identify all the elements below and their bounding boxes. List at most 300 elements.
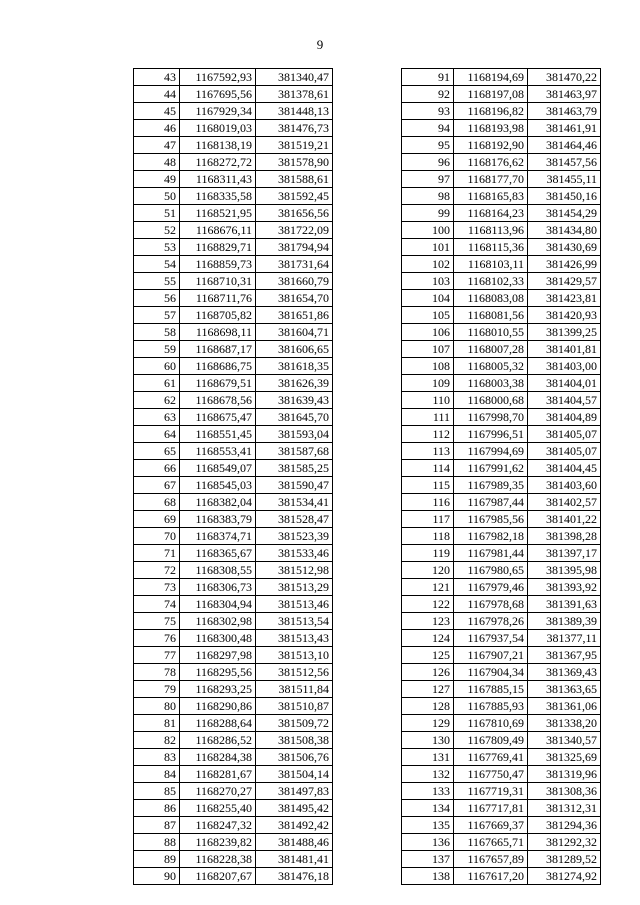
x-coordinate-cell: 1167991,62 xyxy=(454,460,528,477)
y-coordinate-cell: 381476,73 xyxy=(256,120,333,137)
x-coordinate-cell: 1168829,71 xyxy=(180,239,256,256)
table-row xyxy=(134,392,333,409)
x-coordinate-cell: 1167885,93 xyxy=(454,698,528,715)
y-coordinate-cell: 381512,98 xyxy=(256,562,333,579)
table-row xyxy=(402,562,601,579)
table-row xyxy=(402,171,601,188)
table-row xyxy=(402,681,601,698)
table-row xyxy=(402,766,601,783)
x-coordinate-cell: 1168000,68 xyxy=(454,392,528,409)
y-coordinate-cell: 381448,13 xyxy=(256,103,333,120)
y-coordinate-cell: 381405,07 xyxy=(528,426,601,443)
x-coordinate-cell: 1168675,47 xyxy=(180,409,256,426)
table-row xyxy=(402,698,601,715)
point-number-cell: 64 xyxy=(134,426,180,443)
point-number-cell: 112 xyxy=(402,426,454,443)
x-coordinate-cell: 1167717,81 xyxy=(454,800,528,817)
y-coordinate-cell: 381289,52 xyxy=(528,851,601,868)
point-number-cell: 104 xyxy=(402,290,454,307)
y-coordinate-cell: 381506,76 xyxy=(256,749,333,766)
y-coordinate-cell: 381401,22 xyxy=(528,511,601,528)
x-coordinate-cell: 1168293,25 xyxy=(180,681,256,698)
y-coordinate-cell: 381401,81 xyxy=(528,341,601,358)
point-number-cell: 59 xyxy=(134,341,180,358)
y-coordinate-cell: 381794,94 xyxy=(256,239,333,256)
y-coordinate-cell: 381476,18 xyxy=(256,868,333,885)
point-number-cell: 71 xyxy=(134,545,180,562)
y-coordinate-cell: 381519,21 xyxy=(256,137,333,154)
table-row xyxy=(134,120,333,137)
x-coordinate-cell: 1167987,44 xyxy=(454,494,528,511)
y-coordinate-cell: 381455,11 xyxy=(528,171,601,188)
table-row xyxy=(402,783,601,800)
table-row xyxy=(402,239,601,256)
x-coordinate-cell: 1168083,08 xyxy=(454,290,528,307)
x-coordinate-cell: 1168711,76 xyxy=(180,290,256,307)
x-coordinate-cell: 1168003,38 xyxy=(454,375,528,392)
y-coordinate-cell: 381463,97 xyxy=(528,86,601,103)
table-row xyxy=(402,494,601,511)
y-coordinate-cell: 381363,65 xyxy=(528,681,601,698)
y-coordinate-cell: 381423,81 xyxy=(528,290,601,307)
point-number-cell: 47 xyxy=(134,137,180,154)
point-number-cell: 127 xyxy=(402,681,454,698)
table-row xyxy=(402,324,601,341)
y-coordinate-cell: 381585,25 xyxy=(256,460,333,477)
y-coordinate-cell: 381654,70 xyxy=(256,290,333,307)
point-number-cell: 43 xyxy=(134,69,180,86)
x-coordinate-cell: 1168247,32 xyxy=(180,817,256,834)
table-row xyxy=(402,137,601,154)
y-coordinate-cell: 381523,39 xyxy=(256,528,333,545)
x-coordinate-cell: 1168311,43 xyxy=(180,171,256,188)
y-coordinate-cell: 381338,20 xyxy=(528,715,601,732)
point-number-cell: 94 xyxy=(402,120,454,137)
table-row xyxy=(402,154,601,171)
y-coordinate-cell: 381656,56 xyxy=(256,205,333,222)
table-row xyxy=(134,681,333,698)
x-coordinate-cell: 1168698,11 xyxy=(180,324,256,341)
point-number-cell: 133 xyxy=(402,783,454,800)
y-coordinate-cell: 381722,09 xyxy=(256,222,333,239)
table-row xyxy=(134,460,333,477)
x-coordinate-cell: 1168710,31 xyxy=(180,273,256,290)
point-number-cell: 82 xyxy=(134,732,180,749)
point-number-cell: 85 xyxy=(134,783,180,800)
table-row xyxy=(402,69,601,86)
table-row xyxy=(402,868,601,885)
x-coordinate-cell: 1168859,73 xyxy=(180,256,256,273)
point-number-cell: 114 xyxy=(402,460,454,477)
point-number-cell: 99 xyxy=(402,205,454,222)
table-row xyxy=(134,783,333,800)
x-coordinate-cell: 1168010,55 xyxy=(454,324,528,341)
table-row xyxy=(134,341,333,358)
x-coordinate-cell: 1167979,46 xyxy=(454,579,528,596)
table-row xyxy=(402,256,601,273)
point-number-cell: 79 xyxy=(134,681,180,698)
x-coordinate-cell: 1168686,75 xyxy=(180,358,256,375)
y-coordinate-cell: 381508,38 xyxy=(256,732,333,749)
table-row xyxy=(402,511,601,528)
table-row xyxy=(134,426,333,443)
point-number-cell: 123 xyxy=(402,613,454,630)
point-number-cell: 132 xyxy=(402,766,454,783)
y-coordinate-cell: 381660,79 xyxy=(256,273,333,290)
point-number-cell: 136 xyxy=(402,834,454,851)
y-coordinate-cell: 381497,83 xyxy=(256,783,333,800)
y-coordinate-cell: 381513,10 xyxy=(256,647,333,664)
y-coordinate-cell: 381340,57 xyxy=(528,732,601,749)
y-coordinate-cell: 381618,35 xyxy=(256,358,333,375)
point-number-cell: 84 xyxy=(134,766,180,783)
page-number: 9 xyxy=(316,37,324,52)
x-coordinate-cell: 1168304,94 xyxy=(180,596,256,613)
point-number-cell: 58 xyxy=(134,324,180,341)
table-row xyxy=(402,375,601,392)
point-number-cell: 63 xyxy=(134,409,180,426)
table-row xyxy=(134,613,333,630)
table-row xyxy=(134,851,333,868)
point-number-cell: 120 xyxy=(402,562,454,579)
point-number-cell: 102 xyxy=(402,256,454,273)
x-coordinate-cell: 1168383,79 xyxy=(180,511,256,528)
point-number-cell: 124 xyxy=(402,630,454,647)
y-coordinate-cell: 381369,43 xyxy=(528,664,601,681)
point-number-cell: 70 xyxy=(134,528,180,545)
x-coordinate-cell: 1168551,45 xyxy=(180,426,256,443)
y-coordinate-cell: 381312,31 xyxy=(528,800,601,817)
point-number-cell: 49 xyxy=(134,171,180,188)
x-coordinate-cell: 1168521,95 xyxy=(180,205,256,222)
y-coordinate-cell: 381457,56 xyxy=(528,154,601,171)
x-coordinate-cell: 1168308,55 xyxy=(180,562,256,579)
x-coordinate-cell: 1167657,89 xyxy=(454,851,528,868)
y-coordinate-cell: 381398,28 xyxy=(528,528,601,545)
x-coordinate-cell: 1167810,69 xyxy=(454,715,528,732)
x-coordinate-cell: 1168165,83 xyxy=(454,188,528,205)
x-coordinate-cell: 1168687,17 xyxy=(180,341,256,358)
table-row xyxy=(402,120,601,137)
x-coordinate-cell: 1168193,98 xyxy=(454,120,528,137)
point-number-cell: 97 xyxy=(402,171,454,188)
point-number-cell: 117 xyxy=(402,511,454,528)
y-coordinate-cell: 381509,72 xyxy=(256,715,333,732)
point-number-cell: 78 xyxy=(134,664,180,681)
y-coordinate-cell: 381492,42 xyxy=(256,817,333,834)
point-number-cell: 54 xyxy=(134,256,180,273)
point-number-cell: 125 xyxy=(402,647,454,664)
table-row xyxy=(134,307,333,324)
x-coordinate-cell: 1167929,34 xyxy=(180,103,256,120)
point-number-cell: 96 xyxy=(402,154,454,171)
x-coordinate-cell: 1168228,38 xyxy=(180,851,256,868)
point-number-cell: 118 xyxy=(402,528,454,545)
point-number-cell: 105 xyxy=(402,307,454,324)
table-row xyxy=(402,86,601,103)
table-row xyxy=(134,222,333,239)
x-coordinate-cell: 1168272,72 xyxy=(180,154,256,171)
point-number-cell: 135 xyxy=(402,817,454,834)
y-coordinate-cell: 381513,54 xyxy=(256,613,333,630)
x-coordinate-cell: 1168102,33 xyxy=(454,273,528,290)
y-coordinate-cell: 381404,89 xyxy=(528,409,601,426)
y-coordinate-cell: 381397,17 xyxy=(528,545,601,562)
x-coordinate-cell: 1168007,28 xyxy=(454,341,528,358)
table-row xyxy=(134,358,333,375)
x-coordinate-cell: 1168194,69 xyxy=(454,69,528,86)
point-number-cell: 44 xyxy=(134,86,180,103)
x-coordinate-cell: 1167907,21 xyxy=(454,647,528,664)
point-number-cell: 76 xyxy=(134,630,180,647)
table-row xyxy=(134,239,333,256)
table-row xyxy=(402,477,601,494)
table-row xyxy=(402,392,601,409)
table-row xyxy=(134,154,333,171)
y-coordinate-cell: 381426,99 xyxy=(528,256,601,273)
table-row xyxy=(134,766,333,783)
y-coordinate-cell: 381464,46 xyxy=(528,137,601,154)
x-coordinate-cell: 1167937,54 xyxy=(454,630,528,647)
x-coordinate-cell: 1168286,52 xyxy=(180,732,256,749)
point-number-cell: 98 xyxy=(402,188,454,205)
table-row xyxy=(134,188,333,205)
table-row xyxy=(134,409,333,426)
point-number-cell: 122 xyxy=(402,596,454,613)
table-row xyxy=(402,613,601,630)
y-coordinate-cell: 381606,65 xyxy=(256,341,333,358)
x-coordinate-cell: 1167592,93 xyxy=(180,69,256,86)
y-coordinate-cell: 381534,41 xyxy=(256,494,333,511)
point-number-cell: 81 xyxy=(134,715,180,732)
point-number-cell: 92 xyxy=(402,86,454,103)
point-number-cell: 128 xyxy=(402,698,454,715)
point-number-cell: 55 xyxy=(134,273,180,290)
point-number-cell: 106 xyxy=(402,324,454,341)
table-row xyxy=(134,103,333,120)
table-row xyxy=(402,715,601,732)
x-coordinate-cell: 1168679,51 xyxy=(180,375,256,392)
x-coordinate-cell: 1167769,41 xyxy=(454,749,528,766)
y-coordinate-cell: 381391,63 xyxy=(528,596,601,613)
table-row xyxy=(134,511,333,528)
table-row xyxy=(134,137,333,154)
y-coordinate-cell: 381513,46 xyxy=(256,596,333,613)
y-coordinate-cell: 381533,46 xyxy=(256,545,333,562)
x-coordinate-cell: 1167750,47 xyxy=(454,766,528,783)
y-coordinate-cell: 381651,86 xyxy=(256,307,333,324)
y-coordinate-cell: 381495,42 xyxy=(256,800,333,817)
table-row xyxy=(134,290,333,307)
table-row xyxy=(402,290,601,307)
table-row xyxy=(402,188,601,205)
y-coordinate-cell: 381292,32 xyxy=(528,834,601,851)
table-row xyxy=(402,800,601,817)
x-coordinate-cell: 1168290,86 xyxy=(180,698,256,715)
coordinates-table-right xyxy=(401,68,601,885)
point-number-cell: 86 xyxy=(134,800,180,817)
table-row xyxy=(402,749,601,766)
x-coordinate-cell: 1167981,44 xyxy=(454,545,528,562)
y-coordinate-cell: 381450,16 xyxy=(528,188,601,205)
point-number-cell: 66 xyxy=(134,460,180,477)
point-number-cell: 80 xyxy=(134,698,180,715)
point-number-cell: 95 xyxy=(402,137,454,154)
x-coordinate-cell: 1168365,67 xyxy=(180,545,256,562)
table-row xyxy=(134,205,333,222)
table-row xyxy=(134,817,333,834)
point-number-cell: 52 xyxy=(134,222,180,239)
point-number-cell: 121 xyxy=(402,579,454,596)
x-coordinate-cell: 1168288,64 xyxy=(180,715,256,732)
point-number-cell: 109 xyxy=(402,375,454,392)
point-number-cell: 103 xyxy=(402,273,454,290)
point-number-cell: 72 xyxy=(134,562,180,579)
x-coordinate-cell: 1167985,56 xyxy=(454,511,528,528)
x-coordinate-cell: 1168196,82 xyxy=(454,103,528,120)
point-number-cell: 111 xyxy=(402,409,454,426)
x-coordinate-cell: 1168382,04 xyxy=(180,494,256,511)
point-number-cell: 48 xyxy=(134,154,180,171)
y-coordinate-cell: 381325,69 xyxy=(528,749,601,766)
point-number-cell: 69 xyxy=(134,511,180,528)
y-coordinate-cell: 381361,06 xyxy=(528,698,601,715)
y-coordinate-cell: 381461,91 xyxy=(528,120,601,137)
table-row xyxy=(402,341,601,358)
y-coordinate-cell: 381604,71 xyxy=(256,324,333,341)
point-number-cell: 108 xyxy=(402,358,454,375)
y-coordinate-cell: 381405,07 xyxy=(528,443,601,460)
y-coordinate-cell: 381403,00 xyxy=(528,358,601,375)
table-row xyxy=(134,69,333,86)
table-row xyxy=(134,647,333,664)
x-coordinate-cell: 1168374,71 xyxy=(180,528,256,545)
y-coordinate-cell: 381587,68 xyxy=(256,443,333,460)
x-coordinate-cell: 1168207,67 xyxy=(180,868,256,885)
point-number-cell: 67 xyxy=(134,477,180,494)
y-coordinate-cell: 381588,61 xyxy=(256,171,333,188)
point-number-cell: 90 xyxy=(134,868,180,885)
point-number-cell: 91 xyxy=(402,69,454,86)
table-row xyxy=(402,834,601,851)
x-coordinate-cell: 1168255,40 xyxy=(180,800,256,817)
x-coordinate-cell: 1167665,71 xyxy=(454,834,528,851)
table-row xyxy=(402,426,601,443)
x-coordinate-cell: 1168300,48 xyxy=(180,630,256,647)
x-coordinate-cell: 1168705,82 xyxy=(180,307,256,324)
y-coordinate-cell: 381395,98 xyxy=(528,562,601,579)
x-coordinate-cell: 1168281,67 xyxy=(180,766,256,783)
x-coordinate-cell: 1167996,51 xyxy=(454,426,528,443)
coordinates-table-left xyxy=(133,68,333,885)
x-coordinate-cell: 1167669,37 xyxy=(454,817,528,834)
y-coordinate-cell: 381404,57 xyxy=(528,392,601,409)
x-coordinate-cell: 1167695,56 xyxy=(180,86,256,103)
x-coordinate-cell: 1168239,82 xyxy=(180,834,256,851)
table-row xyxy=(134,562,333,579)
table-row xyxy=(134,545,333,562)
point-number-cell: 113 xyxy=(402,443,454,460)
point-number-cell: 87 xyxy=(134,817,180,834)
y-coordinate-cell: 381454,29 xyxy=(528,205,601,222)
point-number-cell: 93 xyxy=(402,103,454,120)
x-coordinate-cell: 1168297,98 xyxy=(180,647,256,664)
x-coordinate-cell: 1167617,20 xyxy=(454,868,528,885)
table-row xyxy=(134,732,333,749)
y-coordinate-cell: 381294,36 xyxy=(528,817,601,834)
x-coordinate-cell: 1168115,36 xyxy=(454,239,528,256)
x-coordinate-cell: 1167980,65 xyxy=(454,562,528,579)
x-coordinate-cell: 1167982,18 xyxy=(454,528,528,545)
table-row xyxy=(402,273,601,290)
point-number-cell: 51 xyxy=(134,205,180,222)
point-number-cell: 53 xyxy=(134,239,180,256)
point-number-cell: 77 xyxy=(134,647,180,664)
x-coordinate-cell: 1168284,38 xyxy=(180,749,256,766)
point-number-cell: 56 xyxy=(134,290,180,307)
table-row xyxy=(134,528,333,545)
y-coordinate-cell: 381513,29 xyxy=(256,579,333,596)
x-coordinate-cell: 1168545,03 xyxy=(180,477,256,494)
table-row xyxy=(402,307,601,324)
point-number-cell: 138 xyxy=(402,868,454,885)
x-coordinate-cell: 1168005,32 xyxy=(454,358,528,375)
x-coordinate-cell: 1168192,90 xyxy=(454,137,528,154)
point-number-cell: 134 xyxy=(402,800,454,817)
x-coordinate-cell: 1168176,62 xyxy=(454,154,528,171)
point-number-cell: 129 xyxy=(402,715,454,732)
x-coordinate-cell: 1167989,35 xyxy=(454,477,528,494)
x-coordinate-cell: 1168019,03 xyxy=(180,120,256,137)
point-number-cell: 83 xyxy=(134,749,180,766)
y-coordinate-cell: 381731,64 xyxy=(256,256,333,273)
point-number-cell: 74 xyxy=(134,596,180,613)
point-number-cell: 62 xyxy=(134,392,180,409)
table-row xyxy=(402,358,601,375)
y-coordinate-cell: 381481,41 xyxy=(256,851,333,868)
y-coordinate-cell: 381645,70 xyxy=(256,409,333,426)
table-row xyxy=(134,443,333,460)
y-coordinate-cell: 381308,36 xyxy=(528,783,601,800)
point-number-cell: 119 xyxy=(402,545,454,562)
x-coordinate-cell: 1167719,31 xyxy=(454,783,528,800)
table-row xyxy=(402,443,601,460)
x-coordinate-cell: 1167978,68 xyxy=(454,596,528,613)
x-coordinate-cell: 1167994,69 xyxy=(454,443,528,460)
x-coordinate-cell: 1167978,26 xyxy=(454,613,528,630)
y-coordinate-cell: 381404,45 xyxy=(528,460,601,477)
y-coordinate-cell: 381593,04 xyxy=(256,426,333,443)
point-number-cell: 131 xyxy=(402,749,454,766)
y-coordinate-cell: 381399,25 xyxy=(528,324,601,341)
table-row xyxy=(402,460,601,477)
point-number-cell: 126 xyxy=(402,664,454,681)
y-coordinate-cell: 381592,45 xyxy=(256,188,333,205)
point-number-cell: 116 xyxy=(402,494,454,511)
y-coordinate-cell: 381403,60 xyxy=(528,477,601,494)
x-coordinate-cell: 1168081,56 xyxy=(454,307,528,324)
table-row xyxy=(134,664,333,681)
point-number-cell: 89 xyxy=(134,851,180,868)
x-coordinate-cell: 1168678,56 xyxy=(180,392,256,409)
x-coordinate-cell: 1167998,70 xyxy=(454,409,528,426)
table-row xyxy=(402,103,601,120)
y-coordinate-cell: 381528,47 xyxy=(256,511,333,528)
table-row xyxy=(134,715,333,732)
table-row xyxy=(134,630,333,647)
x-coordinate-cell: 1168177,70 xyxy=(454,171,528,188)
point-number-cell: 137 xyxy=(402,851,454,868)
